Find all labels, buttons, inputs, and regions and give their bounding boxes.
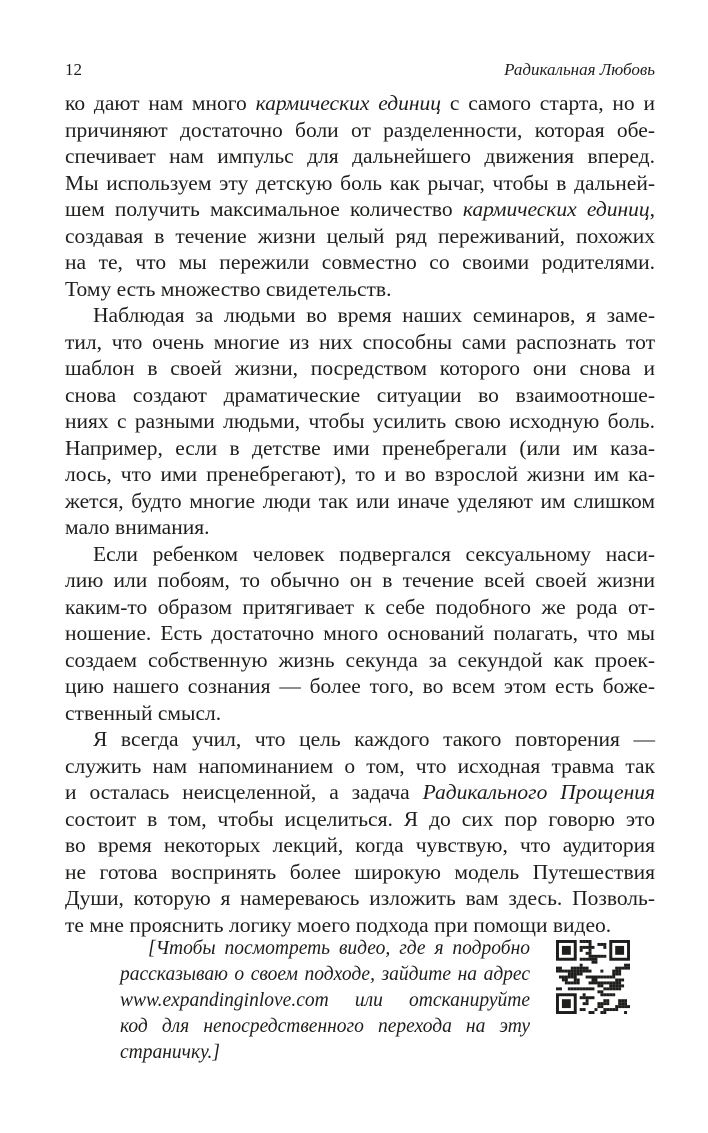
text-line: [120, 988, 530, 1014]
text-segment: Например, если в детстве ими пренебрегали (или им каза-: [65, 435, 655, 460]
text-line: [65, 117, 655, 144]
body-text: [65, 90, 655, 938]
text-line: [65, 223, 655, 250]
text-segment: [Чтобы посмотреть видео, где я подробно: [148, 938, 530, 959]
text-segment: рассказываю о своем подходе, зайдите на адрес: [120, 964, 530, 985]
text-segment: с самого старта, но и: [441, 91, 655, 115]
text-line: [65, 143, 655, 170]
italic-term: Радикального Прощения: [422, 780, 655, 804]
text-segment: и осталась неисцеленной, а задача: [65, 780, 423, 804]
text-segment: причиняют достаточно боли от разделенности, которая обе-: [65, 117, 655, 142]
text-segment: спечивает нам импульс для дальнейшего движения вперед.: [65, 144, 655, 168]
text-line: [65, 249, 655, 276]
text-segment: Я всегда учил, что цель каждого такого повторения —: [93, 727, 655, 751]
page-number: 12: [65, 60, 82, 79]
text-line: [65, 170, 655, 197]
text-segment: снова создают драматические ситуации во взаимоотноше-: [65, 382, 655, 407]
text-segment: состоит в том, чтобы исцелиться. Я до сих пор говорю это: [65, 806, 655, 831]
text-line: [120, 1014, 530, 1040]
text-segment: лось, что ими пренебрегают), то и во взрослой жизни им ка-: [65, 462, 655, 486]
text-line: [65, 832, 655, 859]
italic-term: кармических единиц: [462, 197, 650, 221]
text-segment: те мне прояснить логику моего подхода при помощи видео.: [65, 912, 612, 937]
text-segment: тил, что очень многие из них способны сами распознать тот: [65, 329, 655, 354]
text-segment: Души, которую я намереваюсь изложить вам здесь. Позволь-: [65, 886, 655, 910]
text-segment: жется, будто многие люди так или иначе уделяют им слишком: [65, 488, 655, 513]
paragraph: [65, 302, 655, 541]
text-line: [65, 302, 655, 329]
text-segment: Мы используем эту детскую боль как рычаг, чтобы в дальней-: [65, 170, 655, 195]
text-segment: страничку.]: [120, 1042, 220, 1063]
text-line: [65, 673, 655, 700]
text-segment: не готова воспринять более широкую модель Путешествия: [65, 859, 655, 884]
text-line: [120, 962, 530, 988]
paragraph: [65, 726, 655, 938]
text-line: [65, 806, 655, 833]
text-line: [65, 461, 655, 488]
text-segment: создавая в течение жизни целый ряд переживаний, похожих: [65, 223, 655, 248]
text-line: [65, 329, 655, 356]
text-line: [65, 726, 655, 753]
text-segment: шем получить максимальное количество: [65, 197, 463, 221]
paragraph: [65, 90, 655, 302]
italic-term: кармических единиц: [255, 91, 442, 115]
text-line: [65, 753, 655, 780]
text-segment: ко дают нам много: [65, 91, 256, 115]
text-line: [120, 936, 530, 962]
qr-code-icon[interactable]: [556, 940, 630, 1014]
text-segment: ,: [649, 197, 656, 221]
text-segment: ниях с разными людьми, чтобы усилить свою исходную боль.: [65, 409, 655, 433]
text-segment: ношение. Есть достаточно много оснований полагать, что мы: [65, 621, 655, 645]
text-segment: создаем собственную жизнь секунда за секундой как проек-: [65, 647, 655, 672]
text-line: [65, 488, 655, 515]
text-line: [65, 196, 655, 223]
text-line: [65, 276, 655, 303]
text-line: [65, 567, 655, 594]
text-segment: лию или побоям, то обычно он в течение всей своей жизни: [65, 568, 655, 592]
text-line: [120, 1040, 530, 1066]
text-line: [65, 700, 655, 727]
text-segment: www.expandinginlove.com или отсканируйте: [120, 990, 530, 1011]
text-line: [65, 435, 655, 462]
text-segment: шаблон в своей жизни, посредством которого они снова и: [65, 356, 655, 380]
text-segment: каким-то образом притягивает к себе подобного же рода от-: [65, 594, 655, 619]
text-segment: код для непосредственного перехода на эту: [120, 1016, 530, 1037]
video-note: [120, 936, 530, 1066]
text-segment: во время некоторых лекций, когда чувствую, что аудитория: [65, 833, 655, 857]
text-line: [65, 594, 655, 621]
text-segment: Наблюдая за людьми во время наших семинаров, я заме-: [93, 303, 655, 327]
text-segment: Тому есть множество свидетельств.: [65, 276, 392, 301]
text-line: [65, 912, 655, 939]
paragraph: [65, 541, 655, 727]
text-segment: Если ребенком человек подвергался сексуальному наси-: [93, 541, 655, 566]
text-segment: цию нашего сознания — более того, во всем этом есть боже-: [65, 674, 655, 698]
text-line: [65, 382, 655, 409]
text-line: [65, 541, 655, 568]
text-line: [65, 647, 655, 674]
text-line: [65, 885, 655, 912]
text-line: [65, 620, 655, 647]
text-segment: служить нам напоминанием о том, что исходная травма так: [65, 753, 655, 778]
text-line: [65, 859, 655, 886]
text-line: [65, 90, 655, 117]
text-line: [65, 514, 655, 541]
text-line: [65, 355, 655, 382]
text-line: [65, 408, 655, 435]
book-title: Радикальная Любовь: [504, 60, 655, 79]
text-segment: ственный смысл.: [65, 700, 222, 725]
text-segment: на те, что мы пережили совместно со своими родителями.: [65, 250, 655, 274]
text-segment: мало внимания.: [65, 515, 210, 539]
running-header: [65, 60, 655, 80]
text-line: [65, 779, 655, 806]
